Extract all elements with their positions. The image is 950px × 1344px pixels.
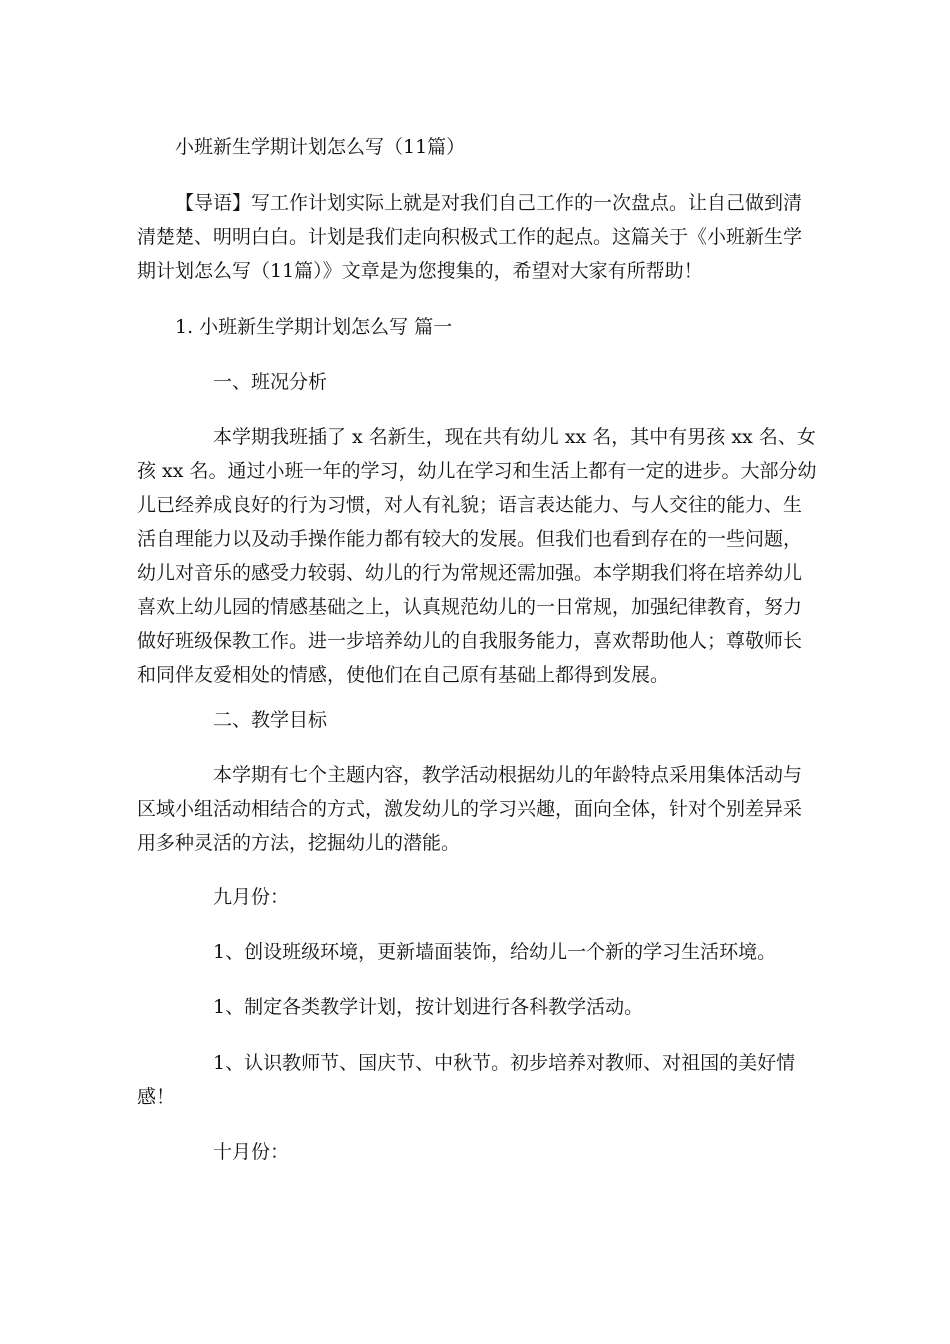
document-title: 小班新生学期计划怎么写（11篇） xyxy=(175,136,466,158)
paragraph-line: 儿已经养成良好的行为习惯，对人有礼貌；语言表达能力、与人交往的能力、生 xyxy=(137,494,803,516)
month-heading: 十月份： xyxy=(213,1141,290,1163)
paragraph-line: 和同伴友爱相处的情感，使他们在自己原有基础上都得到发展。 xyxy=(137,664,670,686)
paragraph-line: 区域小组活动相结合的方式，激发幼儿的学习兴趣，面向全体，针对个别差异采 xyxy=(137,798,803,820)
paragraph-line: 本学期我班插了 x 名新生，现在共有幼儿 xx 名，其中有男孩 xx 名、女 xyxy=(213,426,816,448)
list-item: 1、创设班级环境，更新墙面装饰，给幼儿一个新的学习生活环境。 xyxy=(213,941,777,963)
section-heading: 1. 小班新生学期计划怎么写 篇一 xyxy=(175,316,453,338)
paragraph-line: 本学期有七个主题内容，教学活动根据幼儿的年龄特点采用集体活动与 xyxy=(213,764,803,786)
subsection-heading: 一、班况分析 xyxy=(213,371,328,393)
list-item: 1、制定各类教学计划，按计划进行各科教学活动。 xyxy=(213,996,644,1018)
paragraph-line: 幼儿对音乐的感受力较弱、幼儿的行为常规还需加强。本学期我们将在培养幼儿 xyxy=(137,562,803,584)
paragraph-line: 孩 xx 名。通过小班一年的学习，幼儿在学习和生活上都有一定的进步。大部分幼 xyxy=(137,460,817,482)
paragraph-line: 做好班级保教工作。进一步培养幼儿的自我服务能力，喜欢帮助他人；尊敬师长 xyxy=(137,630,803,652)
intro-line: 期计划怎么写（11篇）》文章是为您搜集的，希望对大家有所帮助！ xyxy=(137,260,703,282)
intro-line: 【导语】写工作计划实际上就是对我们自己工作的一次盘点。让自己做到清 xyxy=(175,192,803,214)
intro-line: 清楚楚、明明白白。计划是我们走向积极式工作的起点。这篇关于《小班新生学 xyxy=(137,226,803,248)
paragraph-line: 喜欢上幼儿园的情感基础之上，认真规范幼儿的一日常规，加强纪律教育，努力 xyxy=(137,596,803,618)
subsection-heading: 二、教学目标 xyxy=(213,709,328,731)
list-item: 1、认识教师节、国庆节、中秋节。初步培养对教师、对祖国的美好情 xyxy=(213,1052,796,1074)
month-heading: 九月份： xyxy=(213,886,290,908)
list-item-continuation: 感！ xyxy=(137,1086,176,1108)
paragraph-line: 活自理能力以及动手操作能力都有较大的发展。但我们也看到存在的一些问题， xyxy=(137,528,803,550)
paragraph-line: 用多种灵活的方法，挖掘幼儿的潜能。 xyxy=(137,832,461,854)
